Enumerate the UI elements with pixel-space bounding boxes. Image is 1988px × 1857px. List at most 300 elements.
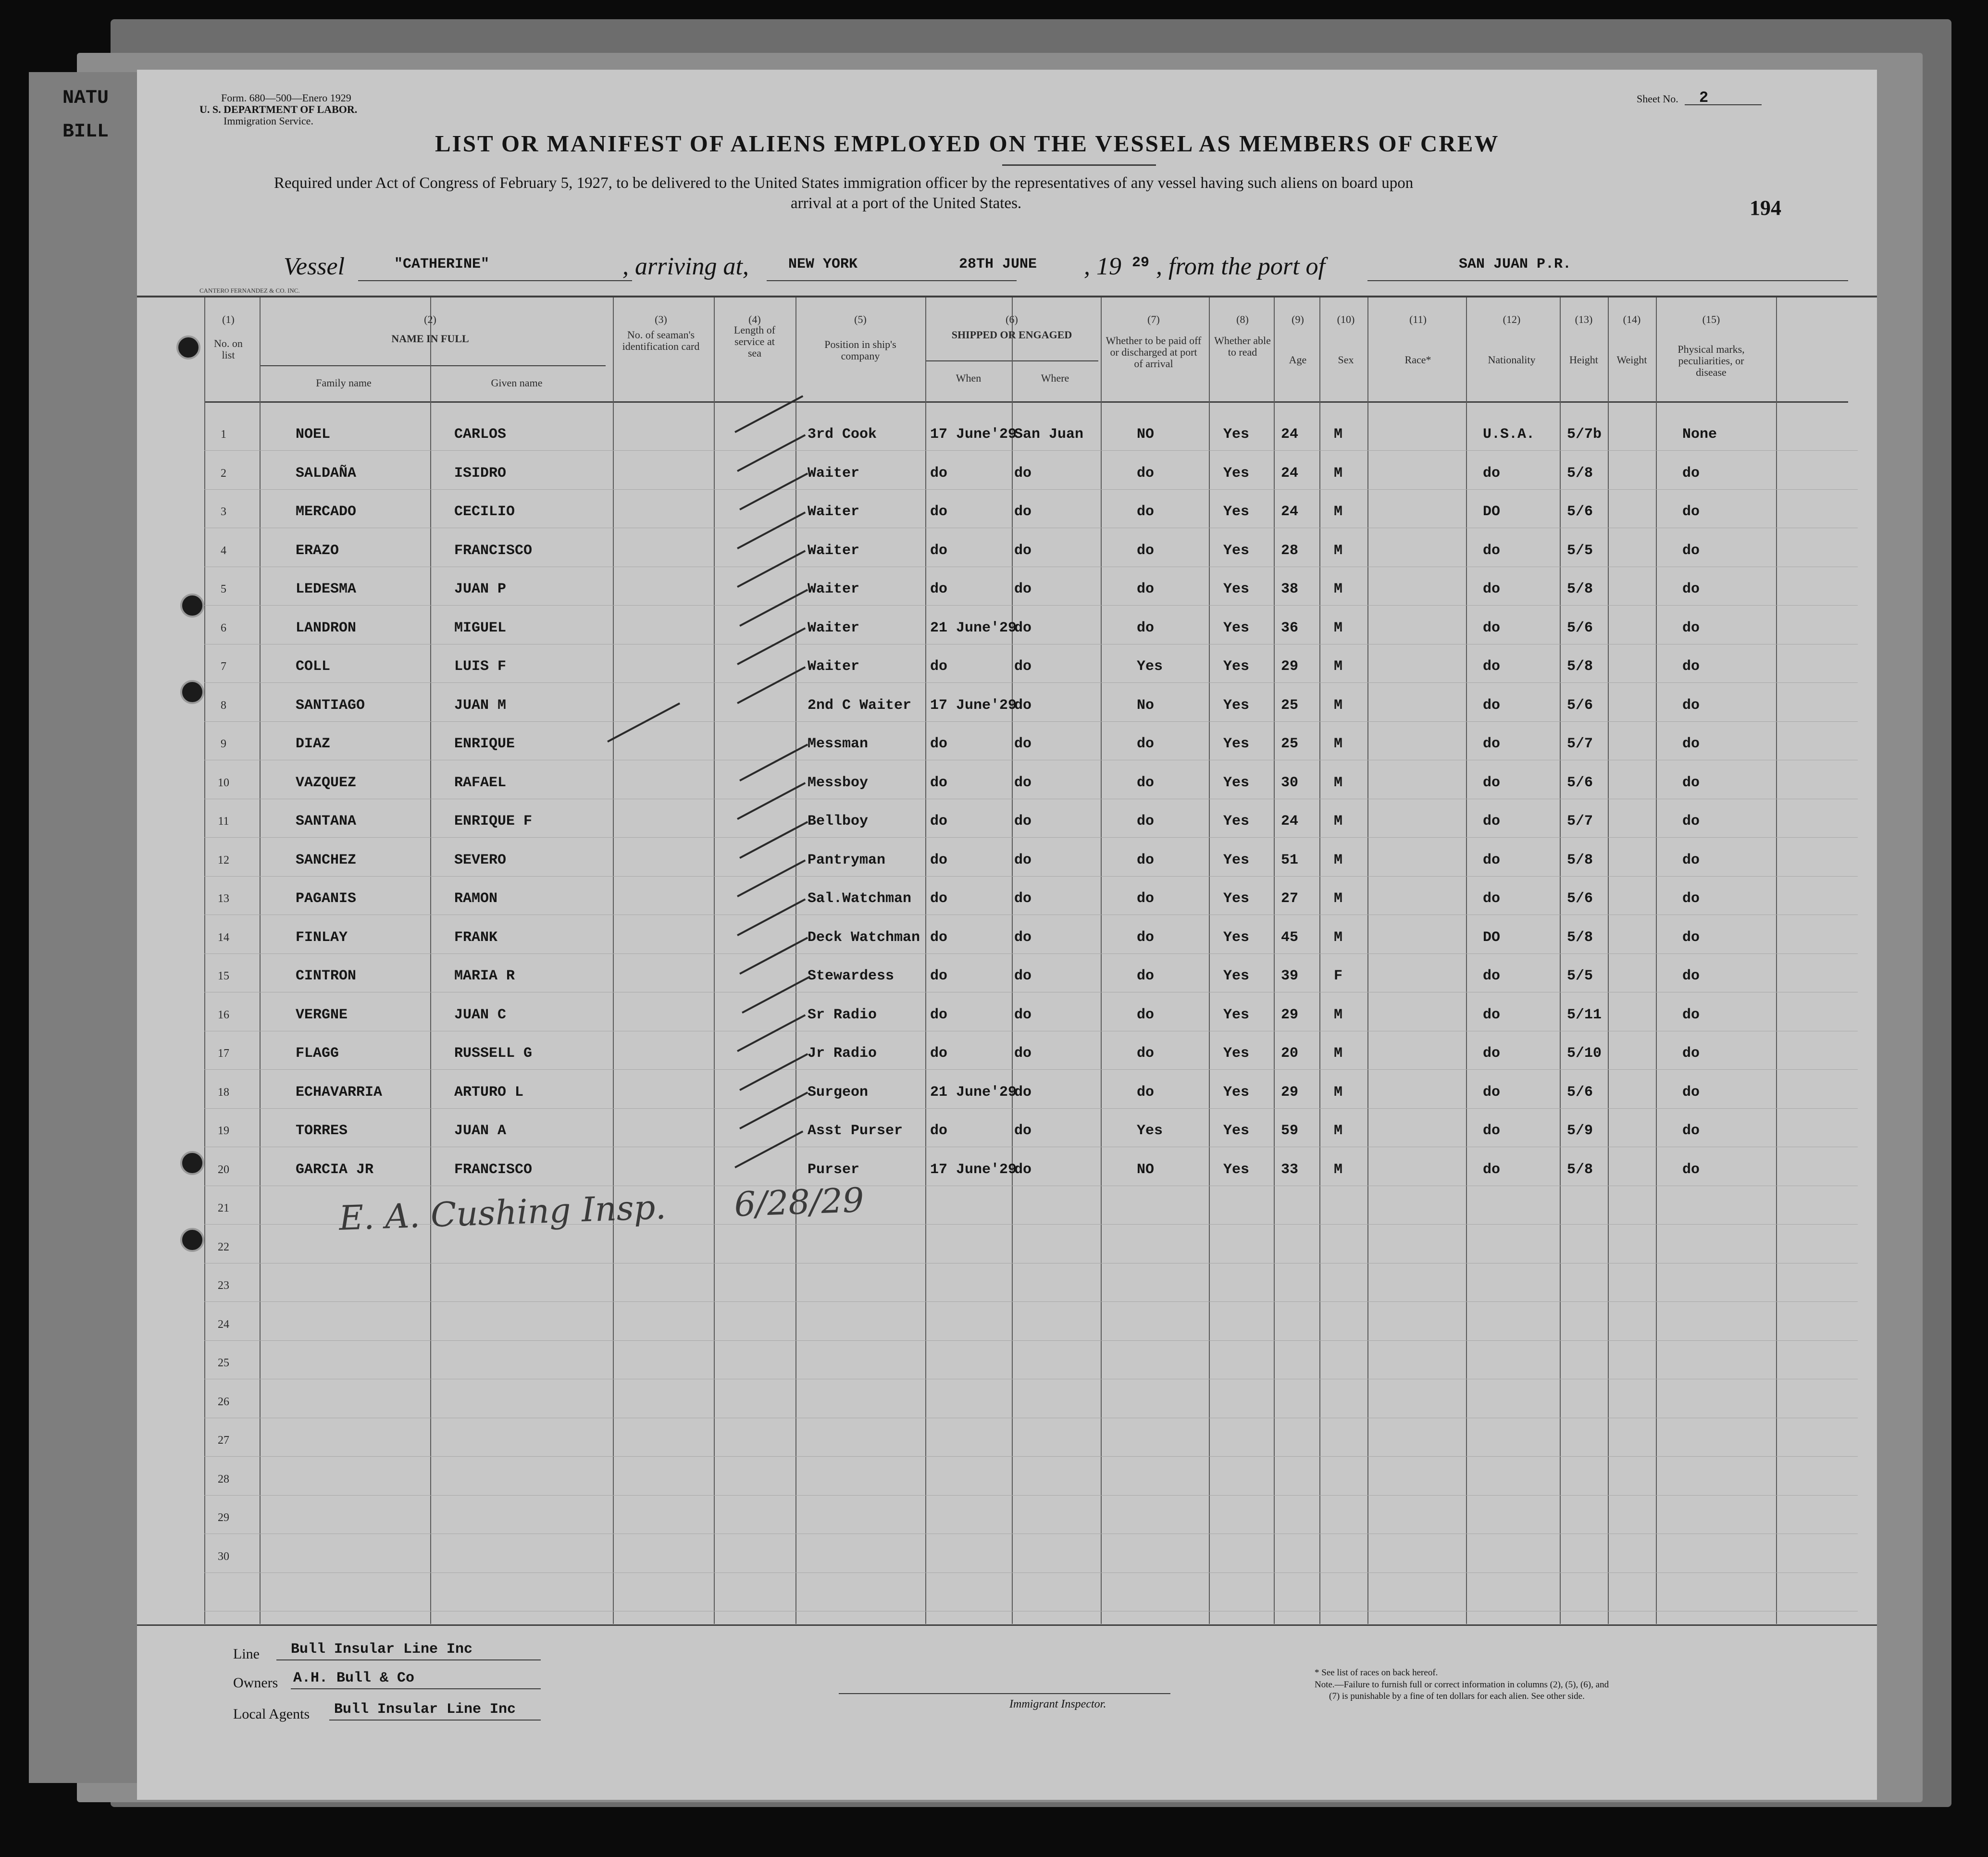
service: Immigration Service. bbox=[224, 115, 313, 127]
table-top-rule bbox=[137, 296, 1877, 297]
table-cell-able-to-read: Yes bbox=[1223, 542, 1250, 559]
table-cell-given-name: FRANCISCO bbox=[454, 542, 533, 559]
table-cell-nationality: do bbox=[1483, 581, 1501, 597]
form-title: LIST OR MANIFEST OF ALIENS EMPLOYED ON THE VESSEL AS MEMBERS OF CREW bbox=[435, 130, 1500, 157]
table-cell-shipped-when: do bbox=[930, 1123, 948, 1139]
table-cell-family-name: GARCIA JR bbox=[296, 1161, 374, 1178]
table-header-rule bbox=[204, 401, 1848, 403]
table-cell-position: Bellboy bbox=[808, 813, 869, 829]
table-cell-shipped-where: do bbox=[1014, 465, 1032, 482]
table-cell-given-name: RUSSELL G bbox=[454, 1045, 533, 1062]
table-cell-height: 5/10 bbox=[1567, 1045, 1602, 1062]
line-underline bbox=[276, 1659, 541, 1660]
table-cell-nationality: do bbox=[1483, 852, 1501, 868]
table-cell-shipped-when: do bbox=[930, 736, 948, 752]
table-cell-position: 3rd Cook bbox=[808, 426, 877, 443]
col1-header: No. on list bbox=[214, 337, 243, 361]
fine-note-2: (7) is punishable by a fine of ten dollars for each alien. See other side. bbox=[1329, 1691, 1585, 1701]
table-cell-position: Surgeon bbox=[808, 1084, 869, 1101]
table-cell-nationality: DO bbox=[1483, 504, 1501, 520]
table-cell-shipped-where: do bbox=[1014, 891, 1032, 907]
col12-header: Nationality bbox=[1488, 354, 1536, 366]
table-cell-sex: M bbox=[1334, 1161, 1343, 1178]
table-cell-height: 5/6 bbox=[1567, 891, 1593, 907]
table-cell-nationality: do bbox=[1483, 1045, 1501, 1062]
table-cell-physical-marks: do bbox=[1682, 968, 1700, 984]
table-cell-position: Sr Radio bbox=[808, 1006, 877, 1023]
table-cell-nationality: do bbox=[1483, 774, 1501, 791]
port-underline bbox=[767, 280, 1017, 281]
from-underline bbox=[1367, 280, 1848, 281]
table-cell-given-name: RAMON bbox=[454, 891, 498, 907]
table-cell-family-name: MERCADO bbox=[296, 504, 357, 520]
table-cell-family-name: CINTRON bbox=[296, 968, 357, 984]
table-cell-paid-off: do bbox=[1137, 504, 1155, 520]
table-cell-family-name: FINLAY bbox=[296, 929, 348, 946]
table-cell-paid-off: do bbox=[1137, 891, 1155, 907]
table-cell-paid-off: No bbox=[1137, 697, 1155, 714]
row-rule bbox=[204, 1301, 1858, 1302]
col6-header: SHIPPED OR ENGAGED bbox=[951, 329, 1072, 341]
table-cell-sex: M bbox=[1334, 852, 1343, 868]
table-cell-able-to-read: Yes bbox=[1223, 891, 1250, 907]
table-cell-able-to-read: Yes bbox=[1223, 736, 1250, 752]
underlying-sheet-text bbox=[62, 82, 109, 149]
title-underline bbox=[1002, 164, 1156, 166]
table-cell-age: 24 bbox=[1281, 426, 1299, 443]
table-cell-sex: M bbox=[1334, 504, 1343, 520]
col5-number: (5) bbox=[854, 313, 867, 325]
table-cell-paid-off: Yes bbox=[1137, 658, 1163, 675]
line-name: Bull Insular Line Inc bbox=[291, 1641, 473, 1658]
table-cell-position: Messman bbox=[808, 736, 869, 752]
col4-header: Length of service at sea bbox=[733, 324, 776, 359]
row-number: 19 bbox=[218, 1125, 229, 1137]
row-rule bbox=[204, 1340, 1858, 1341]
row-number: 25 bbox=[218, 1357, 229, 1369]
inspector-caption: Immigrant Inspector. bbox=[1009, 1698, 1106, 1710]
table-cell-paid-off: Yes bbox=[1137, 1123, 1163, 1139]
table-cell-given-name: FRANCISCO bbox=[454, 1161, 533, 1178]
table-cell-position: Waiter bbox=[808, 581, 860, 597]
table-cell-able-to-read: Yes bbox=[1223, 1006, 1250, 1023]
col2b-header: Given name bbox=[491, 377, 543, 389]
table-cell-paid-off: do bbox=[1137, 465, 1155, 482]
col15-number: (15) bbox=[1702, 313, 1720, 325]
year-prefix: , 19 bbox=[1084, 253, 1121, 280]
table-cell-physical-marks: do bbox=[1682, 542, 1700, 559]
row-number: 24 bbox=[218, 1318, 229, 1331]
row-rule bbox=[204, 876, 1858, 877]
table-cell-position: Purser bbox=[808, 1161, 860, 1178]
table-cell-able-to-read: Yes bbox=[1223, 852, 1250, 868]
table-cell-able-to-read: Yes bbox=[1223, 1123, 1250, 1139]
table-cell-sex: M bbox=[1334, 619, 1343, 636]
table-cell-family-name: SANTIAGO bbox=[296, 697, 365, 714]
table-cell-shipped-where: do bbox=[1014, 581, 1032, 597]
row-rule bbox=[204, 605, 1858, 606]
col1-number: (1) bbox=[222, 313, 235, 325]
col2-header: NAME IN FULL bbox=[391, 333, 469, 345]
table-cell-height: 5/8 bbox=[1567, 658, 1593, 675]
table-cell-height: 5/8 bbox=[1567, 1161, 1593, 1178]
table-cell-family-name: VAZQUEZ bbox=[296, 774, 357, 791]
table-cell-shipped-where: do bbox=[1014, 1161, 1032, 1178]
table-cell-physical-marks: do bbox=[1682, 813, 1700, 829]
table-cell-physical-marks: do bbox=[1682, 1045, 1700, 1062]
row-number: 14 bbox=[218, 931, 229, 944]
table-cell-height: 5/8 bbox=[1567, 852, 1593, 868]
agents-name: Bull Insular Line Inc bbox=[334, 1701, 516, 1718]
table-cell-able-to-read: Yes bbox=[1223, 968, 1250, 984]
table-cell-age: 25 bbox=[1281, 736, 1299, 752]
check-mark bbox=[607, 703, 680, 743]
table-cell-given-name: MIGUEL bbox=[454, 619, 507, 636]
punch-hole bbox=[180, 680, 204, 704]
row-number: 16 bbox=[218, 1008, 229, 1021]
sheet-label: Sheet No. bbox=[1637, 93, 1678, 105]
table-cell-given-name: CECILIO bbox=[454, 504, 515, 520]
table-cell-physical-marks: do bbox=[1682, 891, 1700, 907]
table-cell-sex: M bbox=[1334, 581, 1343, 597]
check-mark bbox=[734, 1130, 803, 1168]
table-cell-able-to-read: Yes bbox=[1223, 619, 1250, 636]
table-cell-able-to-read: Yes bbox=[1223, 581, 1250, 597]
table-cell-shipped-when: 21 June'29 bbox=[930, 1084, 1017, 1101]
col11-number: (11) bbox=[1409, 313, 1427, 325]
table-cell-age: 39 bbox=[1281, 968, 1299, 984]
table-cell-able-to-read: Yes bbox=[1223, 465, 1250, 482]
table-cell-able-to-read: Yes bbox=[1223, 1084, 1250, 1101]
table-cell-position: Waiter bbox=[808, 542, 860, 559]
table-cell-paid-off: do bbox=[1137, 774, 1155, 791]
table-cell-family-name: SANTANA bbox=[296, 813, 357, 829]
row-number: 15 bbox=[218, 970, 229, 982]
table-cell-age: 59 bbox=[1281, 1123, 1299, 1139]
col8-header: Whether able to read bbox=[1214, 334, 1271, 358]
table-cell-paid-off: do bbox=[1137, 581, 1155, 597]
row-rule bbox=[204, 1108, 1858, 1109]
table-cell-given-name: JUAN M bbox=[454, 697, 507, 714]
row-rule bbox=[204, 489, 1858, 490]
table-cell-age: 38 bbox=[1281, 581, 1299, 597]
col11-header: Race* bbox=[1404, 354, 1431, 366]
row-rule bbox=[204, 837, 1858, 838]
table-cell-physical-marks: do bbox=[1682, 619, 1700, 636]
arrival-port: NEW YORK bbox=[788, 256, 858, 272]
table-cell-age: 45 bbox=[1281, 929, 1299, 946]
table-cell-shipped-where: do bbox=[1014, 968, 1032, 984]
check-mark bbox=[739, 821, 808, 859]
table-cell-given-name: CARLOS bbox=[454, 426, 507, 443]
table-cell-paid-off: do bbox=[1137, 852, 1155, 868]
table-cell-given-name: ISIDRO bbox=[454, 465, 507, 482]
table-cell-age: 33 bbox=[1281, 1161, 1299, 1178]
table-cell-physical-marks: do bbox=[1682, 1123, 1700, 1139]
table-cell-sex: M bbox=[1334, 774, 1343, 791]
inspector-line bbox=[839, 1693, 1170, 1694]
table-cell-shipped-where: do bbox=[1014, 1045, 1032, 1062]
col5-header: Position in ship's company bbox=[824, 338, 896, 362]
row-number: 18 bbox=[218, 1086, 229, 1099]
table-cell-family-name: ERAZO bbox=[296, 542, 339, 559]
row-number: 23 bbox=[218, 1279, 229, 1292]
vessel-label: Vessel bbox=[284, 253, 345, 280]
table-cell-position: Waiter bbox=[808, 504, 860, 520]
table-cell-physical-marks: do bbox=[1682, 658, 1700, 675]
check-mark bbox=[739, 937, 808, 975]
table-cell-height: 5/5 bbox=[1567, 968, 1593, 984]
row-number: 3 bbox=[221, 506, 226, 518]
table-cell-sex: M bbox=[1334, 426, 1343, 443]
row-rule bbox=[204, 1456, 1858, 1457]
row-rule bbox=[204, 1069, 1858, 1070]
table-cell-nationality: DO bbox=[1483, 929, 1501, 946]
table-cell-given-name: ARTURO L bbox=[454, 1084, 524, 1101]
sheet-number: 2 bbox=[1699, 89, 1709, 107]
table-cell-height: 5/6 bbox=[1567, 504, 1593, 520]
table-cell-given-name: JUAN A bbox=[454, 1123, 507, 1139]
col6b-header: Where bbox=[1041, 372, 1069, 384]
row-rule bbox=[204, 1495, 1858, 1496]
table-cell-age: 24 bbox=[1281, 465, 1299, 482]
table-cell-position: Waiter bbox=[808, 619, 860, 636]
col6-number: (6) bbox=[1006, 313, 1018, 325]
table-cell-nationality: do bbox=[1483, 658, 1501, 675]
table-cell-shipped-where: do bbox=[1014, 813, 1032, 829]
sheet-underline bbox=[1685, 104, 1762, 105]
row-number: 30 bbox=[218, 1550, 229, 1563]
table-cell-paid-off: NO bbox=[1137, 426, 1155, 443]
punch-hole bbox=[180, 1228, 204, 1252]
table-cell-position: Waiter bbox=[808, 658, 860, 675]
table-cell-nationality: do bbox=[1483, 465, 1501, 482]
table-cell-shipped-where: San Juan bbox=[1014, 426, 1084, 443]
table-cell-height: 5/6 bbox=[1567, 697, 1593, 714]
form-number: Form. 680—500—Enero 1929 bbox=[221, 92, 351, 104]
table-cell-shipped-when: do bbox=[930, 929, 948, 946]
table-cell-shipped-when: 17 June'29 bbox=[930, 697, 1017, 714]
column-rule bbox=[204, 297, 205, 1624]
table-cell-sex: M bbox=[1334, 542, 1343, 559]
row-rule bbox=[204, 721, 1858, 722]
table-cell-physical-marks: do bbox=[1682, 736, 1700, 752]
col6a-header: When bbox=[956, 372, 982, 384]
table-cell-position: Sal.Watchman bbox=[808, 891, 912, 907]
table-cell-sex: M bbox=[1334, 813, 1343, 829]
table-cell-shipped-where: do bbox=[1014, 774, 1032, 791]
table-cell-nationality: do bbox=[1483, 1123, 1501, 1139]
table-cell-family-name: TORRES bbox=[296, 1123, 348, 1139]
row-number: 7 bbox=[221, 660, 226, 673]
table-cell-sex: M bbox=[1334, 697, 1343, 714]
table-cell-sex: M bbox=[1334, 1084, 1343, 1101]
signature-name: E. A. Cushing Insp. bbox=[338, 1187, 667, 1238]
table-cell-given-name: SEVERO bbox=[454, 852, 507, 868]
table-cell-shipped-when: 17 June'29 bbox=[930, 1161, 1017, 1178]
table-cell-able-to-read: Yes bbox=[1223, 426, 1250, 443]
table-cell-sex: M bbox=[1334, 1045, 1343, 1062]
table-cell-family-name: SANCHEZ bbox=[296, 852, 357, 868]
table-cell-physical-marks: do bbox=[1682, 929, 1700, 946]
check-mark bbox=[739, 589, 808, 627]
owners-name: A.H. Bull & Co bbox=[293, 1670, 415, 1686]
table-cell-nationality: do bbox=[1483, 736, 1501, 752]
agents-label: Local Agents bbox=[233, 1706, 310, 1722]
table-cell-shipped-where: do bbox=[1014, 1006, 1032, 1023]
table-cell-paid-off: do bbox=[1137, 736, 1155, 752]
row-number: 12 bbox=[218, 854, 229, 867]
table-cell-shipped-when: do bbox=[930, 852, 948, 868]
table-cell-height: 5/8 bbox=[1567, 929, 1593, 946]
table-cell-physical-marks: do bbox=[1682, 581, 1700, 597]
table-cell-height: 5/8 bbox=[1567, 465, 1593, 482]
col10-header: Sex bbox=[1338, 354, 1354, 366]
col7-header: Whether to be paid off or discharged at port of arrival bbox=[1106, 334, 1202, 370]
table-cell-physical-marks: None bbox=[1682, 426, 1717, 443]
column-rule bbox=[1466, 297, 1467, 1624]
column-rule bbox=[1608, 297, 1609, 1624]
column-rule bbox=[714, 297, 715, 1624]
table-cell-position: Messboy bbox=[808, 774, 869, 791]
table-cell-given-name: FRANK bbox=[454, 929, 498, 946]
table-cell-given-name: ENRIQUE F bbox=[454, 813, 533, 829]
table-cell-given-name: LUIS F bbox=[454, 658, 507, 675]
signature-date: 6/28/29 bbox=[733, 1180, 865, 1225]
table-cell-age: 29 bbox=[1281, 1084, 1299, 1101]
row-rule bbox=[204, 1572, 1858, 1573]
table-cell-nationality: do bbox=[1483, 1161, 1501, 1178]
col2a-header: Family name bbox=[316, 377, 372, 389]
table-cell-shipped-when: do bbox=[930, 1006, 948, 1023]
row-number: 22 bbox=[218, 1240, 229, 1253]
table-cell-nationality: do bbox=[1483, 968, 1501, 984]
table-cell-age: 24 bbox=[1281, 813, 1299, 829]
table-cell-able-to-read: Yes bbox=[1223, 658, 1250, 675]
row-number: 1 bbox=[221, 428, 226, 441]
row-number: 5 bbox=[221, 583, 226, 595]
table-cell-given-name: JUAN C bbox=[454, 1006, 507, 1023]
row-rule bbox=[204, 450, 1858, 451]
table-cell-given-name: RAFAEL bbox=[454, 774, 507, 791]
table-cell-position: Deck Watchman bbox=[808, 929, 920, 946]
check-mark bbox=[739, 1053, 808, 1091]
table-cell-family-name: DIAZ bbox=[296, 736, 331, 752]
table-cell-able-to-read: Yes bbox=[1223, 697, 1250, 714]
edge-text-1: NATU bbox=[62, 87, 109, 109]
column-rule bbox=[1776, 297, 1777, 1624]
table-cell-shipped-when: do bbox=[930, 504, 948, 520]
table-cell-age: 27 bbox=[1281, 891, 1299, 907]
edge-text-2: BILL bbox=[62, 121, 109, 143]
table-cell-shipped-when: do bbox=[930, 813, 948, 829]
table-cell-sex: M bbox=[1334, 465, 1343, 482]
table-cell-physical-marks: do bbox=[1682, 504, 1700, 520]
table-cell-age: 20 bbox=[1281, 1045, 1299, 1062]
table-cell-height: 5/7 bbox=[1567, 736, 1593, 752]
table-cell-height: 5/7 bbox=[1567, 813, 1593, 829]
subtitle-line2: arrival at a port of the United States. bbox=[791, 195, 1022, 212]
owners-label: Owners bbox=[233, 1675, 278, 1691]
table-cell-position: Stewardess bbox=[808, 968, 895, 984]
table-cell-height: 5/11 bbox=[1567, 1006, 1602, 1023]
row-number: 4 bbox=[221, 544, 226, 557]
col13-header: Height bbox=[1569, 354, 1598, 366]
col8-number: (8) bbox=[1236, 313, 1249, 325]
column-rule bbox=[1319, 297, 1320, 1624]
arrival-date: 28TH JUNE bbox=[959, 256, 1037, 272]
table-cell-nationality: do bbox=[1483, 1084, 1501, 1101]
row-number: 2 bbox=[221, 467, 226, 480]
table-cell-shipped-where: do bbox=[1014, 736, 1032, 752]
table-cell-age: 30 bbox=[1281, 774, 1299, 791]
col2-number: (2) bbox=[424, 313, 436, 325]
table-cell-nationality: do bbox=[1483, 542, 1501, 559]
row-number: 17 bbox=[218, 1047, 229, 1060]
check-mark bbox=[742, 976, 810, 1014]
races-note: * See list of races on back hereof. bbox=[1315, 1668, 1438, 1678]
table-cell-shipped-where: do bbox=[1014, 697, 1032, 714]
table-cell-paid-off: do bbox=[1137, 1006, 1155, 1023]
table-cell-age: 28 bbox=[1281, 542, 1299, 559]
table-cell-shipped-where: do bbox=[1014, 929, 1032, 946]
table-cell-family-name: LANDRON bbox=[296, 619, 357, 636]
col14-number: (14) bbox=[1623, 313, 1641, 325]
table-cell-height: 5/8 bbox=[1567, 581, 1593, 597]
table-cell-family-name: LEDESMA bbox=[296, 581, 357, 597]
table-cell-shipped-where: do bbox=[1014, 542, 1032, 559]
table-cell-nationality: do bbox=[1483, 891, 1501, 907]
table-cell-paid-off: do bbox=[1137, 813, 1155, 829]
department: U. S. DEPARTMENT OF LABOR. bbox=[199, 103, 358, 115]
table-cell-able-to-read: Yes bbox=[1223, 929, 1250, 946]
table-cell-family-name: NOEL bbox=[296, 426, 331, 443]
column-rule bbox=[260, 297, 261, 1624]
table-cell-height: 5/9 bbox=[1567, 1123, 1593, 1139]
col14-header: Weight bbox=[1616, 354, 1647, 366]
table-cell-paid-off: NO bbox=[1137, 1161, 1155, 1178]
table-cell-sex: M bbox=[1334, 1006, 1343, 1023]
table-cell-sex: M bbox=[1334, 658, 1343, 675]
table-cell-shipped-when: do bbox=[930, 1045, 948, 1062]
table-cell-nationality: U.S.A. bbox=[1483, 426, 1535, 443]
col3-number: (3) bbox=[655, 313, 667, 325]
table-cell-nationality: do bbox=[1483, 619, 1501, 636]
col10-number: (10) bbox=[1337, 313, 1355, 325]
column-rule bbox=[1367, 297, 1368, 1624]
table-cell-given-name: JUAN P bbox=[454, 581, 507, 597]
table-cell-nationality: do bbox=[1483, 697, 1501, 714]
column-rule bbox=[1012, 297, 1013, 1624]
line-label: Line bbox=[233, 1646, 260, 1662]
col7-number: (7) bbox=[1147, 313, 1160, 325]
arrival-year: 29 bbox=[1132, 255, 1150, 271]
col12-number: (12) bbox=[1503, 313, 1521, 325]
table-cell-shipped-where: do bbox=[1014, 1123, 1032, 1139]
printer-imprint: CANTERO FERNANDEZ & CO. INC. bbox=[199, 287, 300, 294]
table-cell-physical-marks: do bbox=[1682, 697, 1700, 714]
table-cell-family-name: PAGANIS bbox=[296, 891, 357, 907]
table-cell-position: Jr Radio bbox=[808, 1045, 877, 1062]
table-cell-shipped-where: do bbox=[1014, 504, 1032, 520]
check-mark bbox=[739, 1091, 808, 1129]
table-cell-shipped-when: do bbox=[930, 891, 948, 907]
underlying-sheet-edge bbox=[29, 72, 154, 1783]
row-number: 29 bbox=[218, 1511, 229, 1524]
table-cell-height: 5/6 bbox=[1567, 619, 1593, 636]
row-rule bbox=[204, 953, 1858, 954]
column-rule bbox=[1274, 297, 1275, 1624]
